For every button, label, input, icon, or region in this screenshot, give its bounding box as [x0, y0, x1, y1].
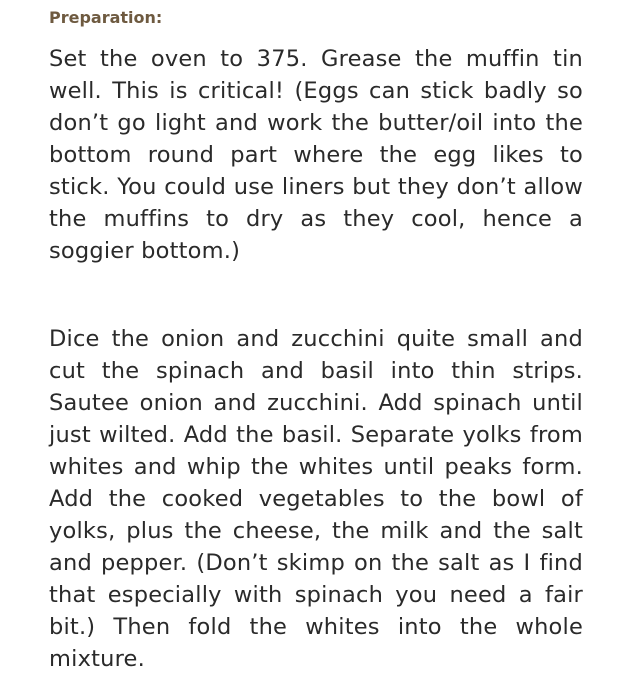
section-heading: Preparation: [49, 8, 163, 27]
recipe-preparation-section [49, 0, 583, 675]
preparation-paragraph-2: Dice the onion and zucchini quite small and cut the spinach and basil into thin strips. Sautee onion and zucchini. Add spinach until just wilted. Add the basil. Separate yolks from whites and whip the whites until peaks form. Add the cooked vegetables to the bowl of yolks, plus the cheese, the milk and the salt and pepper. (Don’t skimp on the salt as I find that especially with spinach you need a fair bit.) Then fold the whites into the whole mixture. [49, 326, 583, 672]
preparation-paragraph-1: Set the oven to 375. Grease the muffin tin well. This is critical! (Eggs can stick badly so don’t go light and work the butter/oil into the bottom round part where the egg likes to stick. You could use liners but they don’t allow the muffins to dry as they cool, hence a soggier bottom.) [49, 46, 583, 264]
